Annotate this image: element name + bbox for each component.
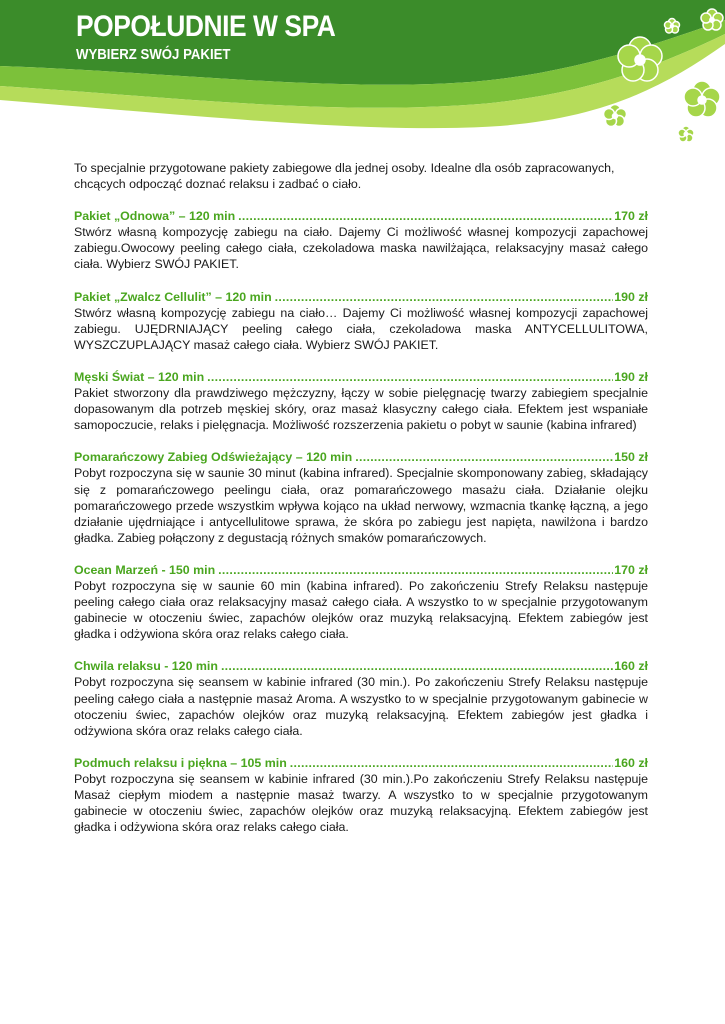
package-price: 170 zł bbox=[614, 209, 648, 224]
dot-leader bbox=[207, 369, 613, 385]
package-heading bbox=[74, 289, 648, 305]
package-description: Pobyt rozpoczyna się seansem w kabinie infrared (30 min.). Po zakończeniu Strefy Relaksu następuje peeling całego ciała a następnie masaż Aroma. A wszystko to w specjalnie przygotowanym gabinecie w otoczeniu świec, zapachów olejków oraz muzyką relaksacyjną. Efektem zabiegów jest gładka i odżywiona skóra oraz relaks całego ciała. bbox=[74, 675, 648, 738]
package-name: Męski Świat – 120 min bbox=[74, 369, 205, 384]
package-price: 190 zł bbox=[614, 289, 648, 304]
package-name: Chwila relaksu - 120 min bbox=[74, 659, 218, 674]
package-description: Pobyt rozpoczyna się seansem w kabinie infrared (30 min.).Po zakończeniu Strefy Relaksu następuje Masaż ciepłym miodem a następnie masaż twarzy. A wszystko to w specjalnie przygotowanym gabinecie w otoczeniu świec, zapachów olejków oraz muzyką relaksacyjną. Efektem zabiegów jest gładka i odżywiona skóra oraz relaks całego ciała. bbox=[74, 771, 648, 835]
dot-leader bbox=[275, 289, 614, 305]
package-heading bbox=[74, 369, 648, 385]
intro-text: To specjalnie przygotowane pakiety zabiegowe dla jednej osoby. Idealne dla osób zapracowanych, chcących odpocząć doznać relaksu i zadbać o ciało. bbox=[74, 161, 615, 192]
package-description: Pakiet stworzony dla prawdziwego mężczyzny, łączy w sobie pielęgnację twarzy zabiegiem specjalnie dopasowanym dla potrzeb męskiej skóry, oraz masaż klasyczny całego ciała. Efektem jest wspaniałe samopoczucie, relaks i pielęgnacja. Możliwość rozszerzenia pakietu o pobyt w saunie (kabina infrared) bbox=[74, 386, 648, 433]
package-name: Podmuch relaksu i piękna – 105 min bbox=[74, 755, 287, 770]
package-heading bbox=[74, 208, 648, 224]
package-name: Ocean Marzeń - 150 min bbox=[74, 562, 216, 577]
price-list bbox=[74, 160, 648, 851]
package-price: 160 zł bbox=[614, 755, 648, 770]
package-name: Pakiet „Odnowa” – 120 min bbox=[74, 209, 236, 224]
package-list bbox=[74, 208, 648, 835]
package-heading bbox=[74, 755, 648, 771]
package-item bbox=[74, 658, 648, 738]
page-title: POPOŁUDNIE W SPA bbox=[76, 10, 336, 43]
package-price: 160 zł bbox=[614, 659, 648, 674]
package-price: 150 zł bbox=[614, 450, 648, 465]
package-name: Pakiet „Zwalcz Cellulit” – 120 min bbox=[74, 289, 272, 304]
package-description: Stwórz własną kompozycję zabiegu na ciało. Dajemy Ci możliwość własnej kompozycji zapachowej zabiegu.Owocowy peeling całego ciała, czekoladowa maska nawilżająca, relaksacyjny masaż całego ciała. Wybierz SWÓJ PAKIET. bbox=[74, 225, 648, 272]
page-subtitle: WYBIERZ SWÓJ PAKIET bbox=[76, 46, 231, 63]
package-item bbox=[74, 562, 648, 642]
header-banner bbox=[0, 0, 725, 150]
package-item bbox=[74, 449, 648, 546]
dot-leader bbox=[355, 449, 613, 465]
package-price: 170 zł bbox=[614, 562, 648, 577]
package-name: Pomarańczowy Zabieg Odświeżający – 120 min bbox=[74, 450, 353, 465]
package-description: Pobyt rozpoczyna się w saunie 30 minut (kabina infrared). Specjalnie skomponowany zabieg, składający się z pomarańczowego peelingu ciała, oraz pomarańczowego masażu ciała. Działanie olejku pomarańczowego przede wszystkim wpływa kojąco na układ nerwowy, wzmacnia tkankę łączną, a jego działanie ujędrniające i antycellulitowe sprawa, że skóra po zabiegu jest napięta, nawilżona i bardzo gładka. Zabieg połączony z degustacją różnych smaków pomarańczowych. bbox=[74, 466, 648, 545]
package-description: Pobyt rozpoczyna się w saunie 60 min (kabina infrared). Po zakończeniu Strefy Relaksu następuje peeling całego ciała oraz relaksacyjny masaż całego ciała. A wszystko to w specjalnie przygotowanym gabinecie w otoczeniu świec, zapachów olejków oraz muzyką relaksacyjną. Efektem zabiegów jest gładka i odżywiona skóra oraz relaks całego ciała. bbox=[74, 578, 648, 642]
package-heading bbox=[74, 449, 648, 465]
dot-leader bbox=[238, 208, 613, 224]
package-description: Stwórz własną kompozycję zabiegu na ciało… Dajemy Ci możliwość własnej kompozycji zapachowej zabiegu. UJĘDRNIAJĄCY peeling całego ciała, czekoladowa maska ANTYCELLULITOWA, WYSZCZUPLAJĄCY masaż całego ciała. Wybierz SWÓJ PAKIET. bbox=[74, 305, 648, 352]
package-item bbox=[74, 289, 648, 353]
dot-leader bbox=[218, 562, 613, 578]
package-item bbox=[74, 369, 648, 433]
dot-leader bbox=[221, 658, 613, 674]
package-heading bbox=[74, 658, 648, 674]
dot-leader bbox=[290, 755, 613, 771]
package-item bbox=[74, 208, 648, 272]
package-item bbox=[74, 755, 648, 835]
package-heading bbox=[74, 562, 648, 578]
package-price: 190 zł bbox=[614, 369, 648, 384]
